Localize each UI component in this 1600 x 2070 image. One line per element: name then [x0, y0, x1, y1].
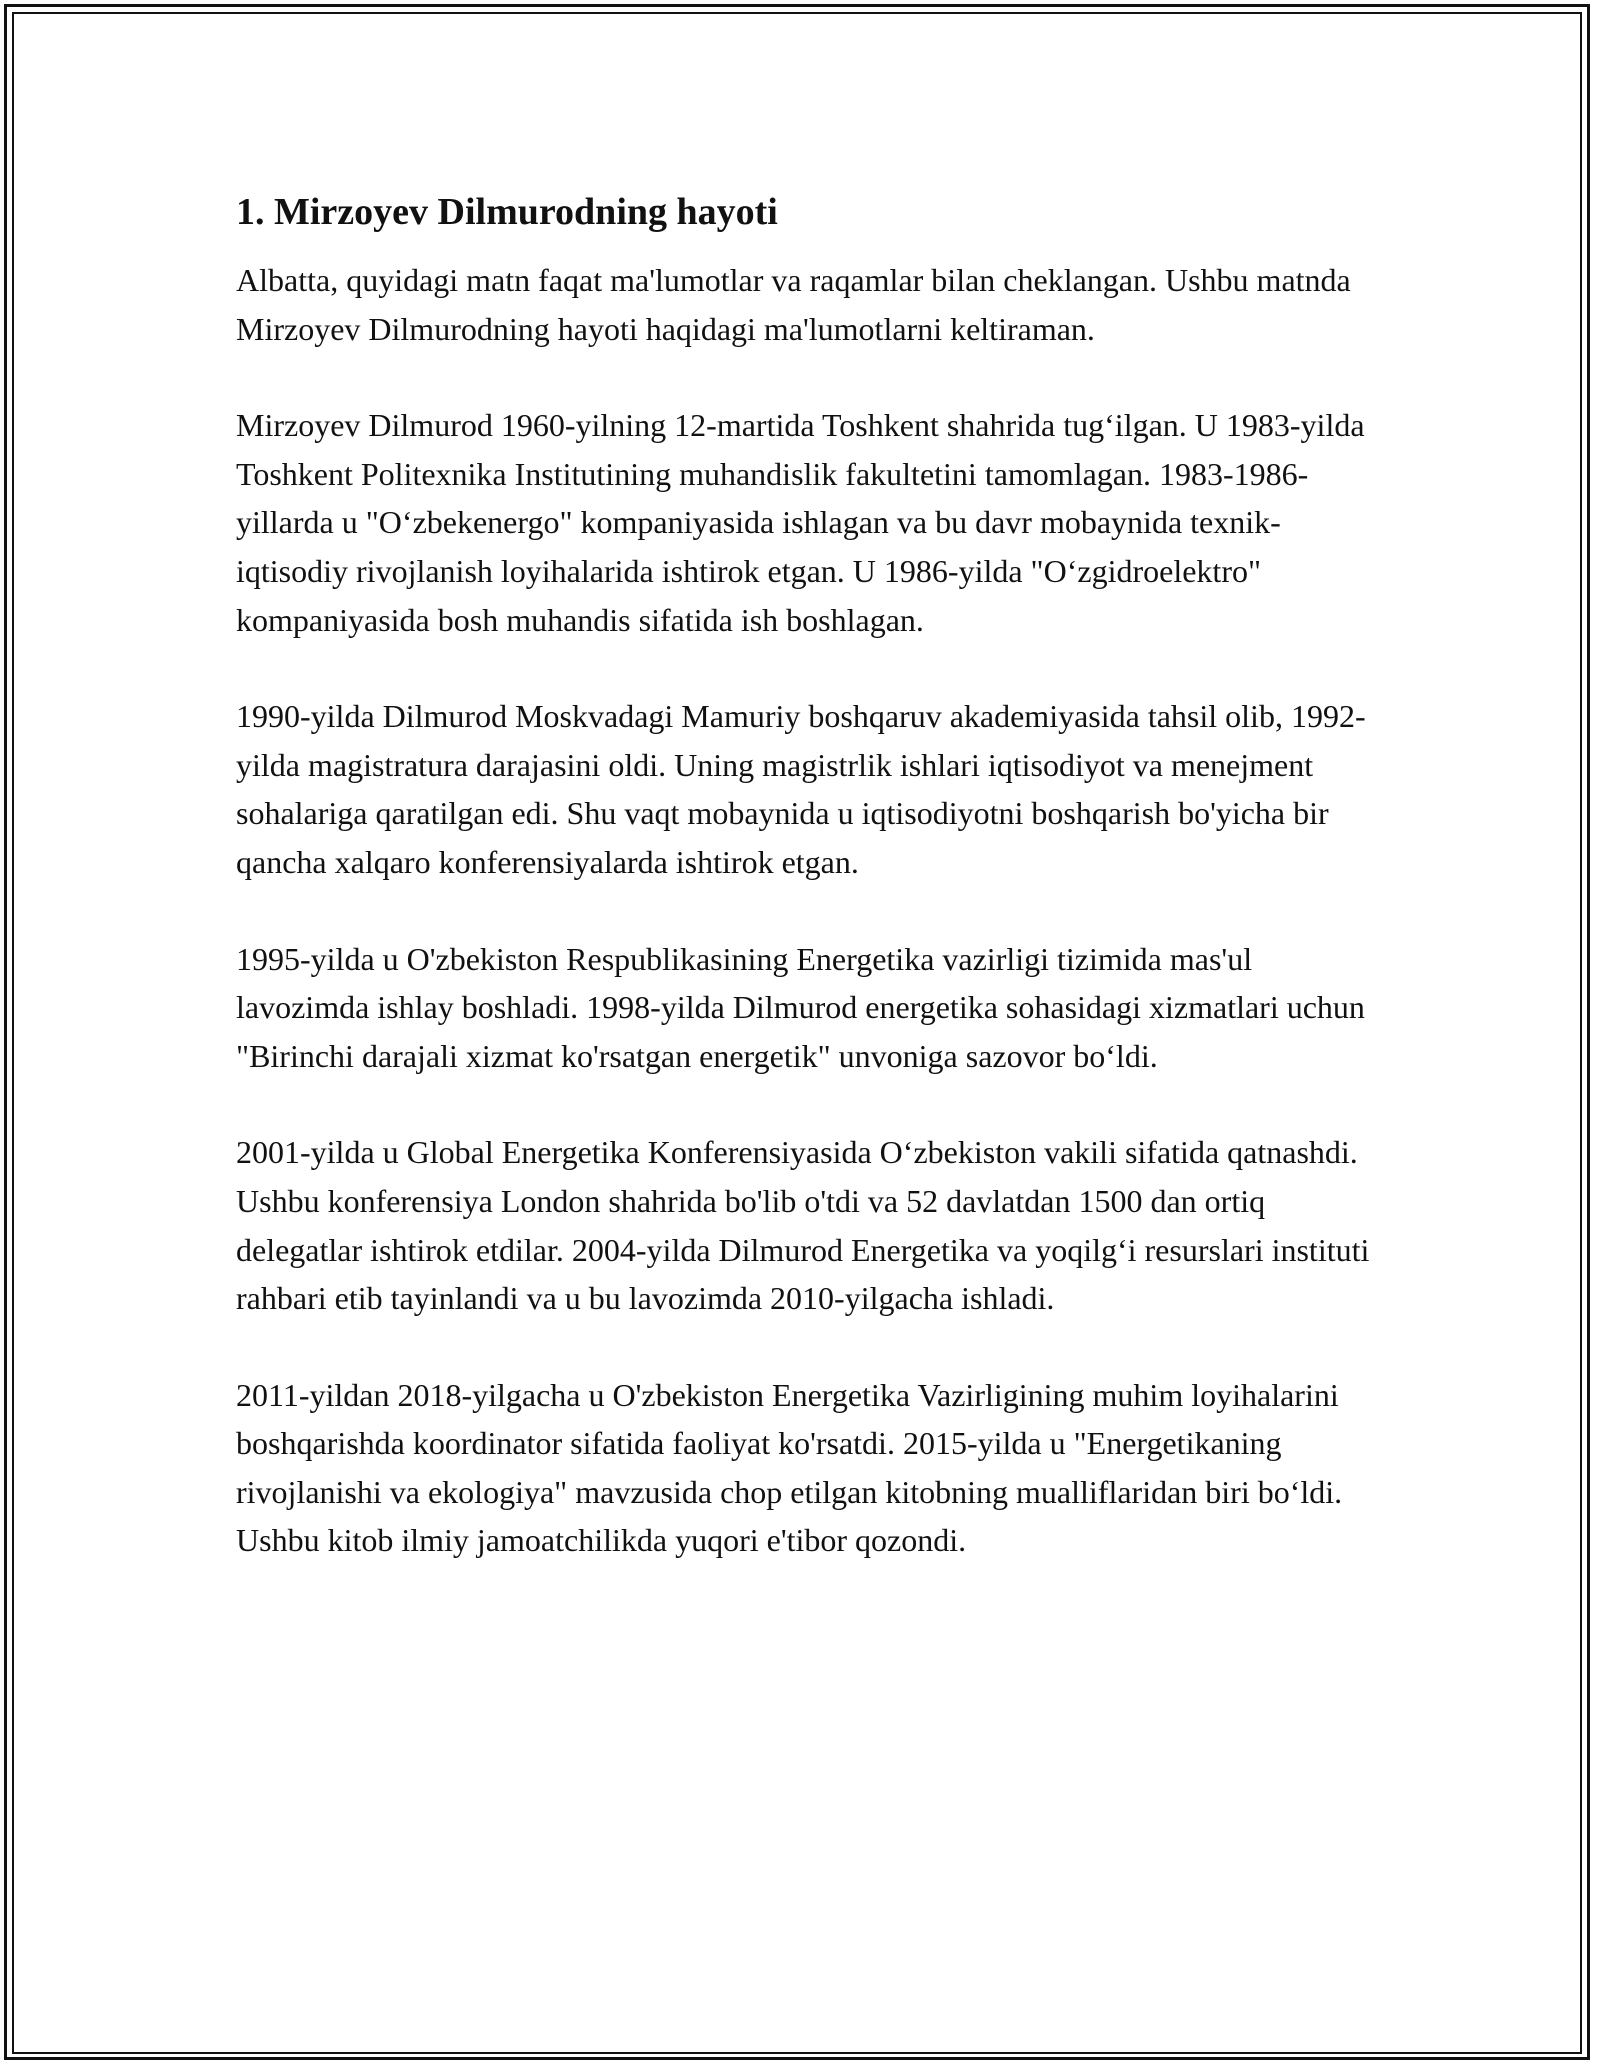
page-title: 1. Mirzoyev Dilmurodning hayoti [236, 191, 778, 233]
paragraph-energy-ministry: 1995-yilda u O'zbekiston Respublikasining Energetika vazirligi tizimida mas'ul lavozimda ishlay boshladi. 1998-yilda Dilmurod energetika sohasidagi xizmatlari uchun "Birinchi darajali xizmat ko'rsatgan energetik" unvoniga sazovor bo‘ldi. [236, 940, 1365, 1074]
document-body [236, 186, 1376, 1613]
paragraph-coordinator-book: 2011-yildan 2018-yilgacha u O'zbekiston Energetika Vazirligining muhim loyihalarini boshqarishda koordinator sifatida faoliyat ko'rsatdi. 2015-yilda u "Energetikaning rivojlanishi va ekologiya" mavzusida chop etilgan kitobning mualliflaridan biri bo‘ldi. Ushbu kitob ilmiy jamoatchilikda yuqori e'tibor qozondi. [236, 1376, 1343, 1559]
paragraph-global-conference: 2001-yilda u Global Energetika Konferensiyasida O‘zbekiston vakili sifatida qatnashdi. Ushbu konferensiya London shahrida bo'lib o'tdi va 52 davlatdan 1500 dan ortiq delegatlar ishtirok etdilar. 2004-yilda Dilmurod Energetika va yoqilg‘i resurslari instituti rahbari etib tayinlandi va u bu lavozimda 2010-yilgacha ishladi. [236, 1134, 1370, 1317]
paragraph-birth-education: Mirzoyev Dilmurod 1960-yilning 12-martida Toshkent shahrida tug‘ilgan. U 1983-yilda Toshkent Politexnika Institutining muhandislik fakultetini tamomlagan. 1983-1986-yillarda u "O‘zbekenergo" kompaniyasida ishlagan va bu davr mobaynida texnik-iqtisodiy rivojlanish loyihalarida ishtirok etgan. U 1986-yilda "O‘zgidroelektro" kompaniyasida bosh muhandis sifatida ish boshlagan. [236, 407, 1365, 638]
paragraph-intro: Albatta, quyidagi matn faqat ma'lumotlar va raqamlar bilan cheklangan. Ushbu matnda Mirzoyev Dilmurodning hayoti haqidagi ma'lumotlarni keltiraman. [236, 262, 1351, 347]
paragraph-moscow-academy: 1990-yilda Dilmurod Moskvadagi Mamuriy boshqaruv akademiyasida tahsil olib, 1992-yilda magistratura darajasini oldi. Uning magistrlik ishlari iqtisodiyot va menejment sohalariga qaratilgan edi. Shu vaqt mobaynida u iqtisodiyotni boshqarish bo'yicha bir qancha xalqaro konferensiyalarda ishtirok etgan. [236, 698, 1366, 880]
